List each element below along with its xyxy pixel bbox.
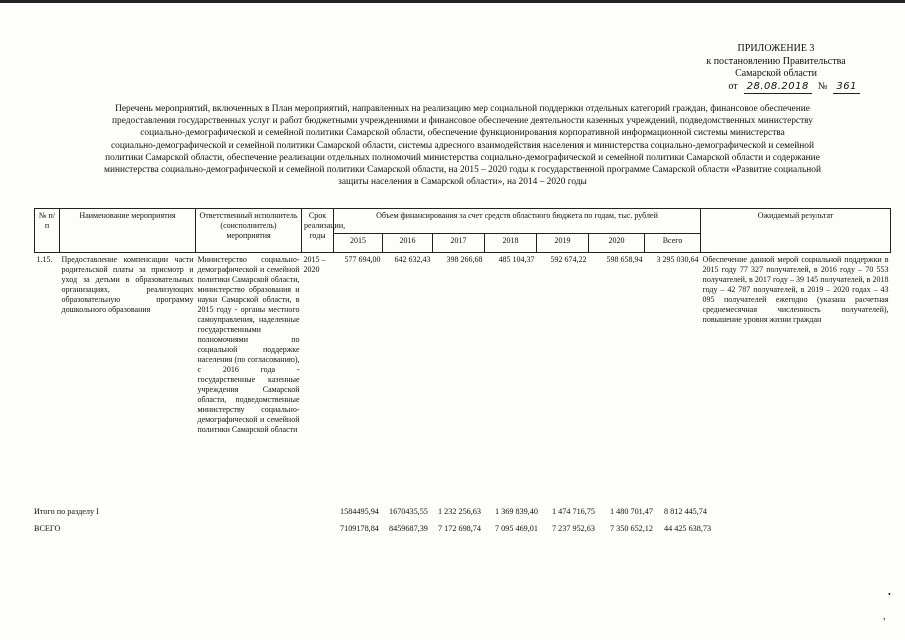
row-name: Предоставление компенсации части родительской платы за присмотр и уход за детьми в образовательных организациях, реализующих образовательную программу дошкольного образования [61,255,194,314]
appendix-date-number [690,81,862,95]
header-total: Всего [645,234,701,253]
section-total-2017: 1 232 256,63 [438,507,481,516]
grand-total-row [34,524,890,536]
number-prefix: № [817,80,828,92]
measures-table [34,208,891,437]
header-term: Срок реализации, годы [302,209,334,253]
grand-total-2020: 7 350 652,12 [610,524,653,533]
grand-total-sum: 44 425 638,73 [664,524,712,533]
number-value: 361 [833,81,860,95]
row-value-2018: 485 104,37 [498,255,535,264]
row-value-2020: 598 658,94 [606,255,643,264]
scan-speck: , [883,611,886,622]
section-total-2016: 1670435,55 [389,507,428,516]
date-value: 28.08.2018 [744,81,812,95]
scan-speck: • [888,590,891,599]
section-total-sum: 8 812 445,74 [664,507,707,516]
scan-top-border [0,0,905,3]
header-year-2016: 2016 [383,234,433,253]
appendix-header [690,43,862,94]
row-value-2015: 577 694,00 [344,255,381,264]
header-funding: Объем финансирования за счет средств областного бюджета по годам, тыс. рублей [334,209,701,234]
title-line: предоставления государственных услуг и работ бюджетными учреждениями и финансовое обеспечение деятельности казенных учреждений, подведомственных министерству [112,116,813,127]
grand-total-label: ВСЕГО [34,524,61,533]
grand-total-2017: 7 172 698,74 [438,524,481,533]
appendix-title: ПРИЛОЖЕНИЕ 3 [737,43,815,54]
title-line: Перечень мероприятий, включенных в План мероприятий, направленных на реализацию мер социальной поддержки отдельных категорий граждан, финансовое обеспечение [115,104,810,114]
section-total-2015: 1584495,94 [340,507,379,516]
title-line: социально-демографической и семейной политики Самарской области, обеспечение функционирования корпоративной информационной системы министерства [140,128,785,139]
row-value-2016: 642 632,43 [394,255,431,264]
title-line: министерства социально-демографической и семейной политики Самарской области, на 2015 – 2020 годы к государственной программе Самарской области «Развитие социальной [104,165,821,176]
grand-total-2018: 7 095 469,01 [495,524,538,533]
section-total-2020: 1 480 701,47 [610,507,653,516]
title-line: защиты населения в Самарской области», на 2014 – 2020 годы [338,177,587,188]
row-value-2017: 398 266,68 [446,255,483,264]
header-num: № п/п [35,209,60,253]
row-responsible: Министерство социально-демографической и семейной политики Самарской области, министерство образования и науки Самарской области, в 2015 году - органы местного самоуправления, наделенные государственными полномочиями по социальной поддержке населения (по согласованию), с 2016 года - государственные казенные учреждения Самарской области, подведомственные министерству социально-демографической и семейной политики Самарской области [197,255,300,434]
title-line: социально-демографической и семейной политики Самарской области, системы адресного взаимодействия населения и министерства социально-демографической и семейной [111,140,814,151]
header-year-2017: 2017 [433,234,485,253]
header-year-2019: 2019 [537,234,589,253]
header-responsible: Ответственный исполнитель (соисполнитель) мероприятия [196,209,302,253]
row-value-2019: 592 674,22 [550,255,587,264]
table-row [35,253,891,438]
row-num: 1.15. [36,255,53,264]
section-total-2019: 1 474 716,75 [552,507,595,516]
row-result: Обеспечение данной мерой социальной поддержки в 2015 году 77 327 получателей, в 2016 году – 70 553 получателей, в 2017 году – 39 145 получателей, в 2018 году – 42 787 получателей, в 2019 – 2020 годах – 43 095 получателей ежегодно (указана расчетная среднемесячная численность получателей), повышение уровня жизни граждан [702,255,889,324]
row-term: 2015 – 2020 [303,255,326,274]
header-name: Наименование мероприятия [60,209,196,253]
header-result: Ожидаемый результат [701,209,891,253]
section-total-label: Итого по разделу I [34,507,99,516]
header-year-2020: 2020 [589,234,645,253]
header-year-2018: 2018 [485,234,537,253]
section-total-2018: 1 369 839,40 [495,507,538,516]
appendix-ref: к постановлению Правительства [706,55,846,67]
header-year-2015: 2015 [334,234,383,253]
grand-total-2016: 8459687,39 [389,524,428,533]
title-line: политики Самарской области, обеспечение реализации отдельных полномочий министерства социально-демографической и семейной политики Самарской области и содержание [105,152,820,163]
row-value-total: 3 295 030,64 [656,255,699,264]
section-total-row [34,507,890,519]
grand-total-2015: 7109178,84 [340,524,379,533]
appendix-region: Самарской области [735,68,817,79]
document-title [40,103,885,188]
date-prefix: от [728,80,738,92]
grand-total-2019: 7 237 952,63 [552,524,595,533]
